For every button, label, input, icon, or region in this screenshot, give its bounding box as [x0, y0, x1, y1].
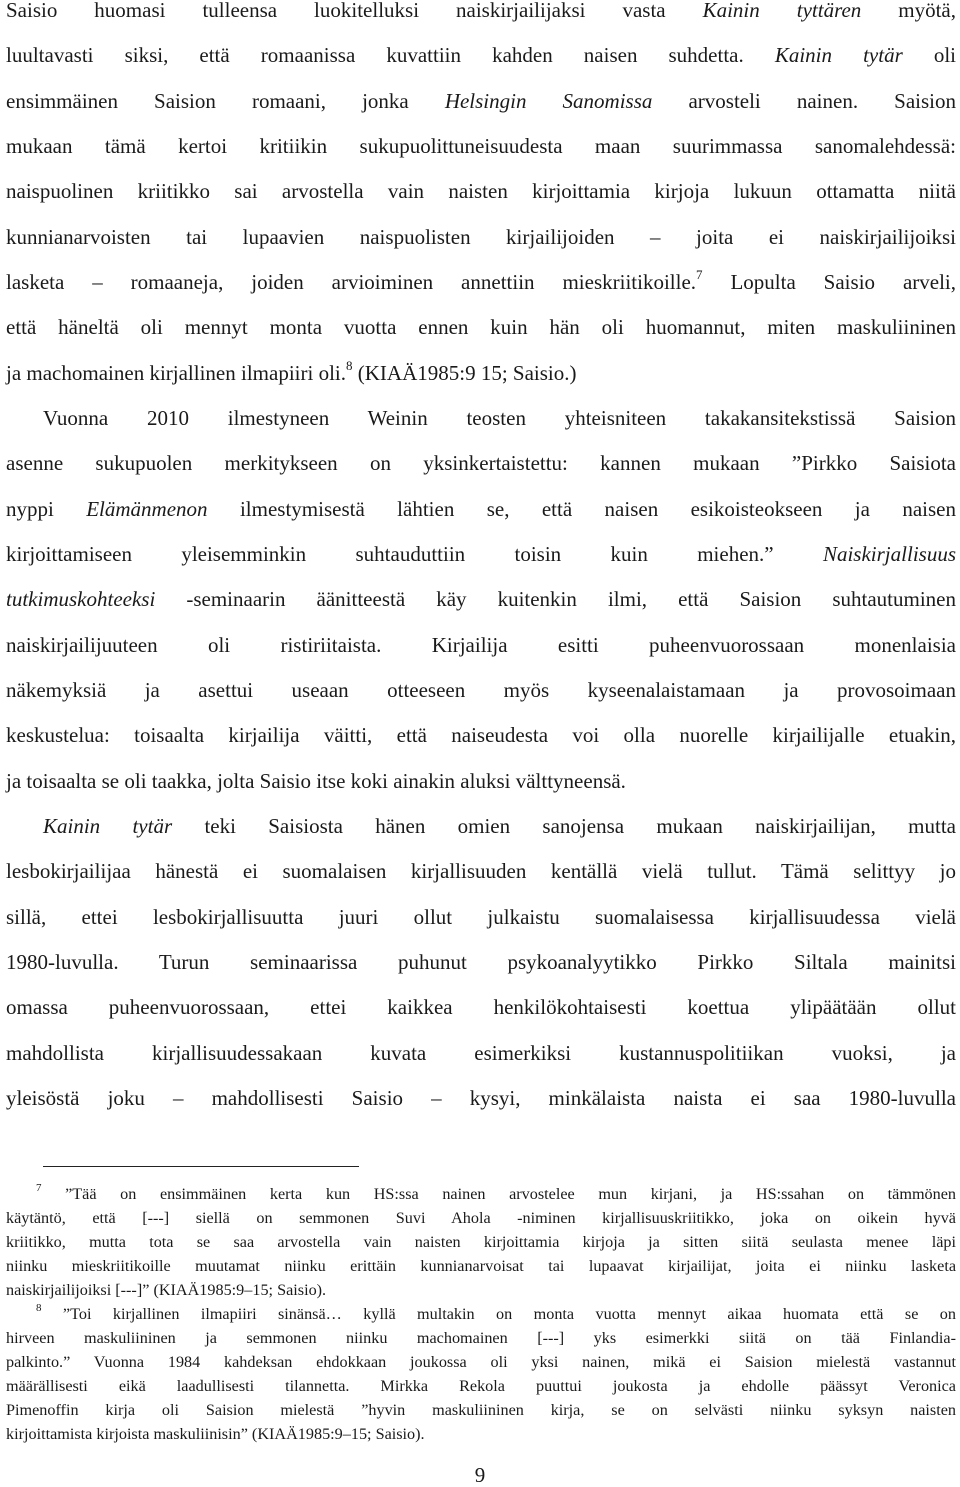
- text-line: Vuonna 2010 ilmestyneen Weinin teosten yhteisniteen takakansitekstissä Saision: [43, 406, 956, 430]
- footnote-7-line: niinku mieskriitikoille muutamat niinku erittäin kunnianarvoisat tai lupaavat kirjailijat, joita ei niinku lasketa: [6, 1257, 956, 1275]
- text-line: lasketa – romaaneja, joiden arvioiminen annettiin mieskriitikoille.$^7$ Lopulta Saisio arveli,: [6, 267, 956, 294]
- text-line: että häneltä oli mennyt monta vuotta ennen kuin hän oli huomannut, miten maskuliininen: [6, 315, 956, 339]
- text-line: 1980-luvulla. Turun seminaarissa puhunut psykoanalyytikko Pirkko Siltala mainitsi: [6, 950, 956, 974]
- text-line: sillä, ettei lesbokirjallisuutta juuri ollut julkaistu suomalaisessa kirjallisuudessa vielä: [6, 905, 956, 929]
- text-line: asenne sukupuolen merkitykseen on yksinkertaistettu: kannen mukaan ”Pirkko Saisiota: [6, 451, 956, 475]
- footnote-8-line: Pimenoffin kirja oli Saision mielestä ”hyvin maskuliininen kirja, se on selvästi niinku syksyn naisten: [6, 1401, 956, 1419]
- footnote-7-line: kriitikko, mutta tota se saa arvostella vain naisten kirjoittamia kirjoja ja sitten siitä seulasta menee läpi: [6, 1233, 956, 1251]
- footnote-ref-8[interactable]: 8: [346, 358, 353, 373]
- text-line: luultavasti siksi, että romaanissa kuvattiin kahden naisen suhdetta. Kainin tytär oli: [6, 43, 956, 67]
- text-line: omassa puheenvuorossaan, ettei kaikkea henkilökohtaisesti koettua ylipäätään ollut: [6, 995, 956, 1019]
- text-line: kunnianarvoisten tai lupaavien naispuolisten kirjailijoiden – joita ei naiskirjailijoiksi: [6, 225, 956, 249]
- text-line: tutkimuskohteeksi -seminaarin äänitteestä käy kuitenkin ilmi, että Saision suhtautuminen: [6, 587, 956, 611]
- text-line: Kainin tytär teki Saisiosta hänen omien sanojensa mukaan naiskirjailijan, mutta: [43, 814, 956, 838]
- footnote-8-line: hirveen maskuliininen ja semmonen niinku machomainen [---] yks esimerkki siitä on tää Finlandia-: [6, 1329, 956, 1347]
- text-line: näkemyksiä ja asettui useaan otteeseen myös kyseenalaistamaan ja provosoimaan: [6, 678, 956, 702]
- footnote-7-line: $^7$ ”Tää on ensimmäinen kerta kun HS:ssa nainen arvostelee mun kirjani, ja HS:ssahan on tämmönen: [36, 1181, 956, 1203]
- text-line: ja machomainen kirjallinen ilmapiiri oli.$^8$ (KIAÄ1985:9 15; Saisio.): [6, 358, 577, 385]
- text-line: nyppi Elämänmenon ilmestymisestä lähtien se, että naisen esikoisteokseen ja naisen: [6, 497, 956, 521]
- text-line: mukaan tämä kertoi kritiikin sukupuolittuneisuudesta maan suurimmassa sanomalehdessä:: [6, 134, 956, 158]
- footnote-8-line: kirjoittamista kirjoista maskuliinisin” (KIAÄ1985:9–15; Saisio).: [6, 1425, 425, 1443]
- text-line: Saisio huomasi tulleensa luokitelluksi naiskirjailijaksi vasta Kainin tyttären myötä,: [6, 0, 956, 22]
- text-line: naispuolinen kriitikko sai arvostella vain naisten kirjoittamia kirjoja lukuun ottamatta niitä: [6, 179, 956, 203]
- footnote-7-line: naiskirjailijoiksi [---]” (KIAÄ1985:9–15; Saisio).: [6, 1281, 327, 1299]
- text-line: mahdollista kirjallisuudessakaan kuvata esimerkiksi kustannuspolitiikan vuoksi, ja: [6, 1041, 956, 1065]
- text-line: kirjoittamiseen yleisemminkin suhtauduttiin toisin kuin miehen.” Naiskirjallisuus: [6, 542, 956, 566]
- page-number: 9: [474, 1463, 486, 1487]
- text-line: yleisöstä joku – mahdollisesti Saisio – kysyi, minkälaista naista ei saa 1980-luvulla: [6, 1086, 956, 1110]
- text-line: lesbokirjailijaa hänestä ei suomalaisen kirjallisuuden kentällä vielä tullut. Tämä selittyy jo: [6, 859, 956, 883]
- footnote-ref-7[interactable]: 7: [696, 267, 703, 282]
- footnote-7-line: käytäntö, että [---] siellä on semmonen Suvi Ahola -niminen kirjallisuuskriitikko, joka on oikein hyvä: [6, 1209, 956, 1227]
- footnote-separator: [43, 1166, 359, 1167]
- footnote-8-line: $^8$ ”Toi kirjallinen ilmapiiri sinänsä… kyllä multakin on monta vuotta mennyt aikaa huomata että se on: [36, 1301, 956, 1323]
- footnote-8-line: palkinto.” Vuonna 1984 kahdeksan ehdokkaan joukossa oli yksi nainen, mikä ei Saision mielestä vastannut: [6, 1353, 956, 1371]
- text-line: ensimmäinen Saision romaani, jonka Helsingin Sanomissa arvosteli nainen. Saision: [6, 89, 956, 113]
- text-line: naiskirjailijuuteen oli ristiriitaista. Kirjailija esitti puheenvuorossaan monenlaisia: [6, 633, 956, 657]
- footnote-8-line: määrällisesti eikä laadullisesti tilannetta. Mirkka Rekola puuttui joukosta ja ehdolle päässyt Veronica: [6, 1377, 956, 1395]
- text-line: ja toisaalta se oli taakka, jolta Saisio itse koki ainakin aluksi välttyneensä.: [6, 769, 626, 793]
- text-line: keskustelua: toisaalta kirjailija väitti, että naiseudesta voi olla nuorelle kirjailijalle etuakin,: [6, 723, 956, 747]
